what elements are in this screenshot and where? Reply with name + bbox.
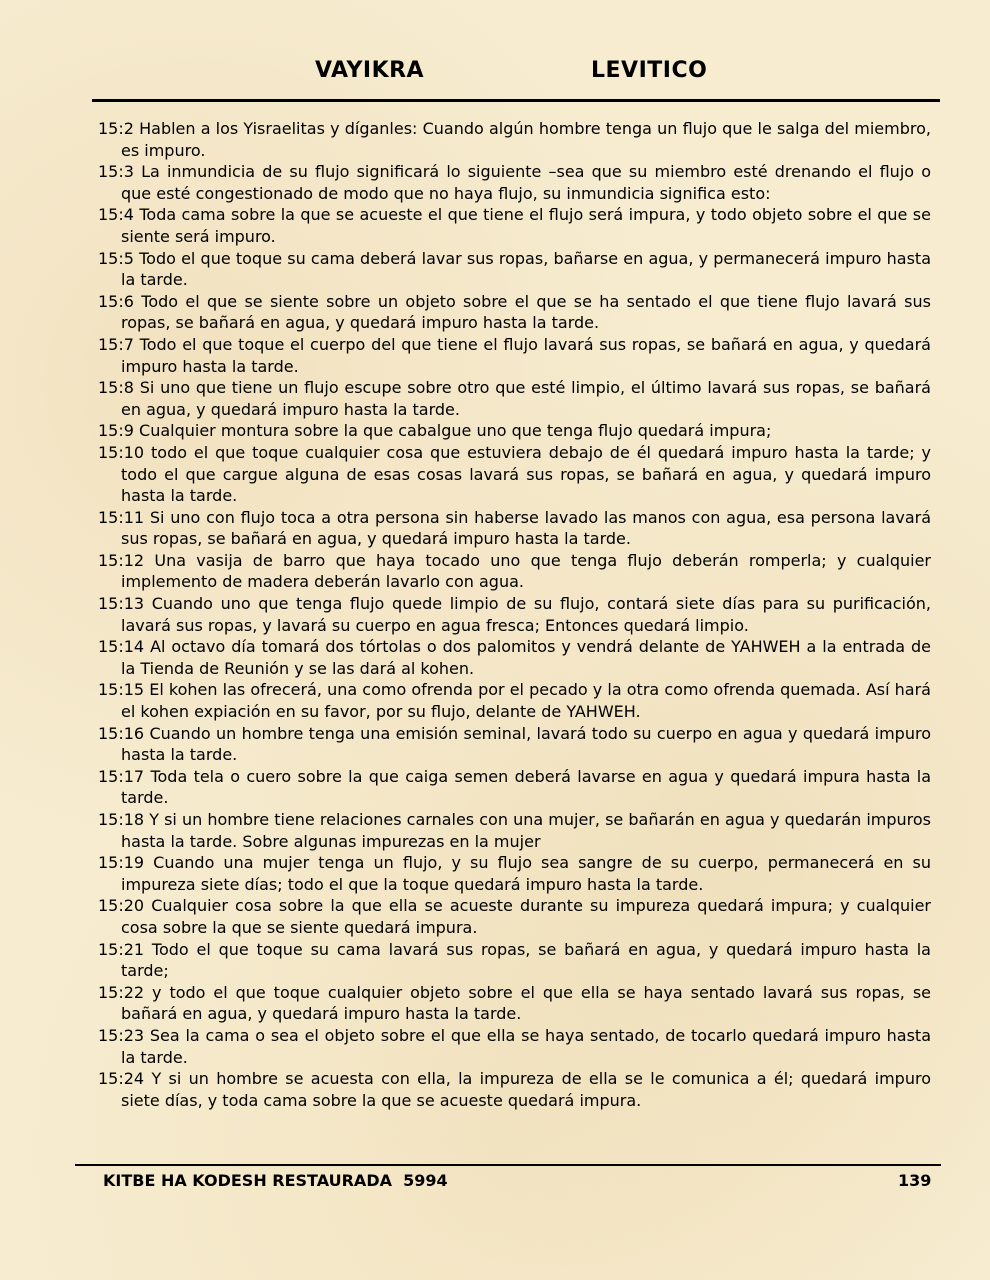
verse-paragraph bbox=[98, 161, 931, 204]
verse-reference: 15:22 bbox=[98, 982, 145, 1002]
verse-paragraph bbox=[98, 550, 931, 593]
header-title-hebrew: VAYIKRA bbox=[315, 58, 425, 83]
verse-paragraph bbox=[98, 982, 931, 1025]
verse-reference: 15:4 bbox=[98, 205, 134, 225]
verse-reference: 15:24 bbox=[98, 1069, 145, 1089]
verse-reference: 15:11 bbox=[98, 507, 145, 527]
page-footer bbox=[0, 1171, 990, 1195]
verse-paragraph bbox=[98, 895, 931, 938]
verse-text: Y si un hombre se acuesta con ella, la impureza de ella se le comunica a él; quedará impuro siete días, y toda cama sobre la que se acueste quedará impura. bbox=[121, 1069, 931, 1110]
verse-paragraph bbox=[98, 204, 931, 247]
verse-reference: 15:2 bbox=[98, 119, 134, 138]
verse-paragraph bbox=[98, 1068, 931, 1111]
verse-reference: 15:9 bbox=[98, 421, 134, 441]
verse-reference: 15:7 bbox=[98, 334, 134, 354]
verse-text: Cuando una mujer tenga un flujo, y su flujo sea sangre de su cuerpo, permanecerá en su impureza siete días; todo el que la toque quedará impuro hasta la tarde. bbox=[121, 853, 931, 894]
verse-text: Sea la cama o sea el objeto sobre el que ella se haya sentado, de tocarlo quedará impuro hasta la tarde. bbox=[121, 1025, 932, 1067]
verse-reference: 15:15 bbox=[98, 680, 145, 700]
verse-reference: 15:20 bbox=[98, 896, 145, 916]
verse-text: Todo el que toque su cama lavará sus ropas, se bañará en agua, y quedará impuro hasta la tarde; bbox=[121, 939, 931, 981]
verse-text: Todo el que se siente sobre un objeto sobre el que se ha sentado el que tiene flujo lavará sus ropas, se bañará en agua, y quedará impuro hasta la tarde. bbox=[121, 291, 931, 333]
verse-paragraph bbox=[98, 291, 931, 334]
verse-list bbox=[98, 118, 931, 1111]
verse-text: La inmundicia de su flujo significará lo siguiente –sea que su miembro esté drenando el flujo o que esté congestionado de modo que no haya flujo, su inmundicia significa esto: bbox=[121, 162, 931, 203]
page-number: 139 bbox=[898, 1171, 932, 1190]
verse-text: Toda cama sobre la que se acueste el que tiene el flujo será impura, y todo objeto sobre el que se siente será impuro. bbox=[121, 205, 931, 246]
verse-text: Y si un hombre tiene relaciones carnales con una mujer, se bañarán en agua y quedarán impuros hasta la tarde. Sobre algunas impurezas en la mujer bbox=[121, 810, 931, 851]
verse-text: Cualquier montura sobre la que cabalgue uno que tenga flujo quedará impura; bbox=[139, 421, 772, 441]
verse-reference: 15:21 bbox=[98, 939, 145, 959]
verse-paragraph bbox=[98, 1025, 931, 1068]
footer-book-title: KITBE HA KODESH RESTAURADA 5994 bbox=[103, 1171, 448, 1190]
verse-paragraph bbox=[98, 852, 931, 895]
verse-reference: 15:5 bbox=[98, 248, 134, 268]
verse-paragraph bbox=[98, 679, 931, 722]
verse-reference: 15:12 bbox=[98, 550, 145, 570]
verse-text: Todo el que toque su cama deberá lavar sus ropas, bañarse en agua, y permanecerá impuro hasta la tarde. bbox=[121, 248, 932, 290]
verse-text: todo el que toque cualquier cosa que estuviera debajo de él quedará impuro hasta la tarde; y todo el que cargue alguna de esas cosas lavará sus ropas, se bañará en agua, y quedará impuro hasta la tarde. bbox=[121, 442, 931, 506]
verse-text: El kohen las ofrecerá, una como ofrenda por el pecado y la otra como ofrenda quemada. Así hará el kohen expiación en su favor, por su flujo, delante de YAHWEH. bbox=[121, 680, 931, 722]
verse-reference: 15:16 bbox=[98, 723, 145, 743]
verse-text: Cuando un hombre tenga una emisión seminal, lavará todo su cuerpo en agua y quedará impuro hasta la tarde. bbox=[121, 723, 931, 765]
verse-reference: 15:23 bbox=[98, 1025, 145, 1045]
page-header bbox=[0, 58, 990, 90]
verse-reference: 15:6 bbox=[98, 291, 134, 311]
verse-text: Cualquier cosa sobre la que ella se acueste durante su impureza quedará impura; y cualquier cosa sobre la que se siente quedará impura. bbox=[121, 896, 932, 937]
header-rule bbox=[92, 99, 940, 102]
header-title-spanish: LEVITICO bbox=[591, 58, 708, 83]
verse-paragraph bbox=[98, 377, 931, 420]
verse-paragraph bbox=[98, 334, 931, 377]
verse-text: Una vasija de barro que haya tocado uno que tenga flujo deberán romperla; y cualquier implemento de madera deberán lavarlo con agua. bbox=[121, 550, 931, 592]
verse-reference: 15:10 bbox=[98, 442, 145, 462]
verse-paragraph bbox=[98, 723, 931, 766]
verse-text: Todo el que toque el cuerpo del que tiene el flujo lavará sus ropas, se bañará en agua, y quedará impuro hasta la tarde. bbox=[121, 334, 931, 376]
verse-paragraph bbox=[98, 420, 931, 442]
verse-reference: 15:13 bbox=[98, 594, 145, 614]
verse-text: y todo el que toque cualquier objeto sobre el que ella se haya sentado lavará sus ropas, se bañará en agua, y quedará impuro hasta la tarde. bbox=[121, 982, 931, 1024]
verse-text: Al octavo día tomará dos tórtolas o dos palomitos y vendrá delante de YAHWEH a la entrada de la Tienda de Reunión y se las dará al kohen. bbox=[121, 637, 932, 678]
footer-rule bbox=[75, 1164, 941, 1166]
verse-paragraph bbox=[98, 939, 931, 982]
verse-paragraph bbox=[98, 248, 931, 291]
verse-paragraph bbox=[98, 636, 931, 679]
verse-reference: 15:8 bbox=[98, 378, 134, 398]
verse-paragraph bbox=[98, 118, 931, 161]
verse-paragraph bbox=[98, 442, 931, 507]
verse-reference: 15:3 bbox=[98, 162, 134, 182]
verse-paragraph bbox=[98, 507, 931, 550]
verse-reference: 15:18 bbox=[98, 810, 145, 829]
verse-reference: 15:19 bbox=[98, 853, 145, 873]
verse-paragraph bbox=[98, 766, 931, 809]
verse-paragraph bbox=[98, 593, 931, 636]
verse-reference: 15:14 bbox=[98, 637, 145, 657]
verse-text: Hablen a los Yisraelitas y díganles: Cuando algún hombre tenga un flujo que le salga del miembro, es impuro. bbox=[121, 119, 931, 160]
verse-paragraph bbox=[98, 809, 931, 852]
verse-text: Cuando uno que tenga flujo quede limpio de su flujo, contará siete días para su purificación, lavará sus ropas, y lavará su cuerpo en agua fresca; Entonces quedará limpio. bbox=[121, 594, 931, 635]
verse-reference: 15:17 bbox=[98, 766, 145, 786]
verse-text: Si uno que tiene un flujo escupe sobre otro que esté limpio, el último lavará sus ropas, se bañará en agua, y quedará impuro hasta la tarde. bbox=[121, 378, 931, 419]
verse-text: Si uno con flujo toca a otra persona sin haberse lavado las manos con agua, esa persona lavará sus ropas, se bañará en agua, y quedará impuro hasta la tarde. bbox=[121, 507, 932, 549]
verse-text: Toda tela o cuero sobre la que caiga semen deberá lavarse en agua y quedará impura hasta la tarde. bbox=[121, 766, 931, 808]
